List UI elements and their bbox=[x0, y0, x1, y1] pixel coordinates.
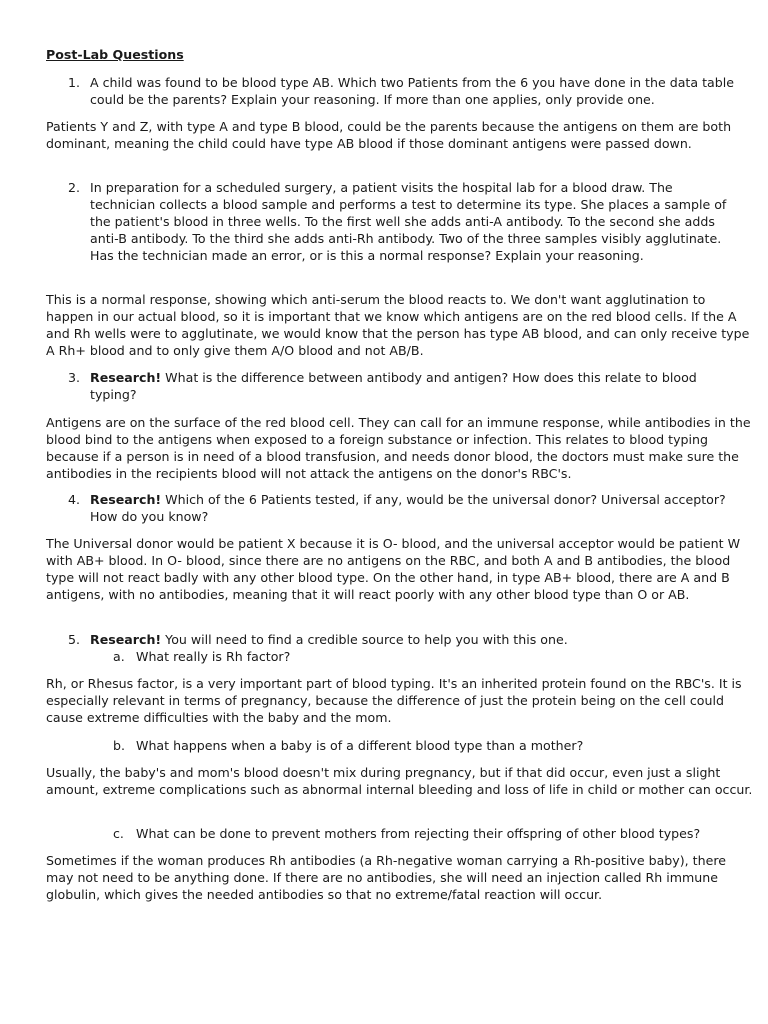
question-5b bbox=[113, 737, 733, 754]
question-4 bbox=[68, 491, 736, 525]
question-1 bbox=[68, 74, 736, 108]
answer-2: This is a normal response, showing which anti-serum the blood reacts to. We don't want agglutination to happen in our actual blood, so it is important that we know which antigens are on the red blood cells. If the A and Rh wells were to agglutinate, we would know that the person has type AB blood, and can only receive type A Rh+ blood and to only give them A/O blood and not AB/B. bbox=[46, 292, 750, 358]
question-number: 5. bbox=[68, 632, 81, 647]
question-5c bbox=[113, 825, 733, 842]
subquestion-letter: b. bbox=[113, 738, 125, 753]
question-number: 2. bbox=[68, 180, 81, 195]
answer-4: The Universal donor would be patient X because it is O- blood, and the universal acceptor would be patient W with AB+ blood. In O- blood, since there are no antigens on the RBC, and both A and B antibodies, the blood type will not react badly with any other blood type. On the other hand, in type AB+ blood, there are A and B antigens, with no antibodies, meaning that it will react poorly with any other blood type than O or AB. bbox=[46, 536, 741, 602]
question-3 bbox=[68, 369, 736, 403]
question-body: Which of the 6 Patients tested, if any, would be the universal donor? Universal acceptor? How do you know? bbox=[90, 492, 726, 524]
subquestion-letter: a. bbox=[113, 649, 125, 664]
question-number: 3. bbox=[68, 370, 81, 385]
question-body: What is the difference between antibody and antigen? How does this relate to blood typing? bbox=[90, 370, 697, 402]
question-5a bbox=[113, 648, 733, 665]
page-title: Post-Lab Questions bbox=[46, 47, 184, 62]
research-label: Research! bbox=[90, 632, 162, 647]
research-label: Research! bbox=[90, 492, 162, 507]
research-label: Research! bbox=[90, 370, 162, 385]
subquestion-text: What happens when a baby is of a different blood type than a mother? bbox=[136, 738, 584, 753]
subquestion-letter: c. bbox=[113, 826, 124, 841]
answer-5b: Usually, the baby's and mom's blood doesn't mix during pregnancy, but if that did occur, even just a slight amount, extreme complications such as abnormal internal bleeding and loss of life in child or mother can occur. bbox=[46, 765, 753, 797]
question-text bbox=[90, 631, 736, 648]
question-number: 1. bbox=[68, 75, 81, 90]
subquestion-text: What can be done to prevent mothers from rejecting their offspring of other blood types? bbox=[136, 826, 701, 841]
question-text bbox=[90, 491, 736, 525]
question-number: 4. bbox=[68, 492, 81, 507]
question-2 bbox=[68, 179, 736, 264]
question-body: You will need to find a credible source to help you with this one. bbox=[161, 632, 568, 647]
answer-5a: Rh, or Rhesus factor, is a very important part of blood typing. It's an inherited protein found on the RBC's. It is especially relevant in terms of pregnancy, because the difference of just the protein being on the cell could cause extreme difficulties with the baby and the mom. bbox=[46, 676, 742, 725]
question-text bbox=[90, 369, 736, 403]
question-5 bbox=[68, 631, 736, 648]
answer-5c: Sometimes if the woman produces Rh antibodies (a Rh-negative woman carrying a Rh-positive baby), there may not need to be anything done. If there are no antibodies, she will need an injection called Rh immune globulin, which gives the needed antibodies so that no extreme/fatal reaction will occur. bbox=[46, 853, 726, 902]
answer-1: Patients Y and Z, with type A and type B blood, could be the parents because the antigens on them are both dominant, meaning the child could have type AB blood if those dominant antigens were passed down. bbox=[46, 119, 732, 151]
answer-3: Antigens are on the surface of the red blood cell. They can call for an immune response, while antibodies in the blood bind to the antigens when exposed to a foreign substance or infection. This relates to blood typing because if a person is in need of a blood transfusion, and needs donor blood, the doctors must make sure the antibodies in the recipients blood will not attack the antigens on the donor's RBC's. bbox=[46, 415, 751, 481]
question-text: In preparation for a scheduled surgery, a patient visits the hospital lab for a blood draw. The technician collects a blood sample and performs a test to determine its type. She places a sample of the patient's blood in three wells. To the first well she adds anti-A antibody. To the second she adds anti-B antibody. To the third she adds anti-Rh antibody. Two of the three samples visibly agglutinate. Has the technician made an error, or is this a normal response? Explain your reasoning. bbox=[90, 180, 727, 263]
subquestion-text: What really is Rh factor? bbox=[136, 649, 291, 664]
question-text: A child was found to be blood type AB. Which two Patients from the 6 you have done in the data table could be the parents? Explain your reasoning. If more than one applies, only provide one. bbox=[90, 75, 734, 107]
